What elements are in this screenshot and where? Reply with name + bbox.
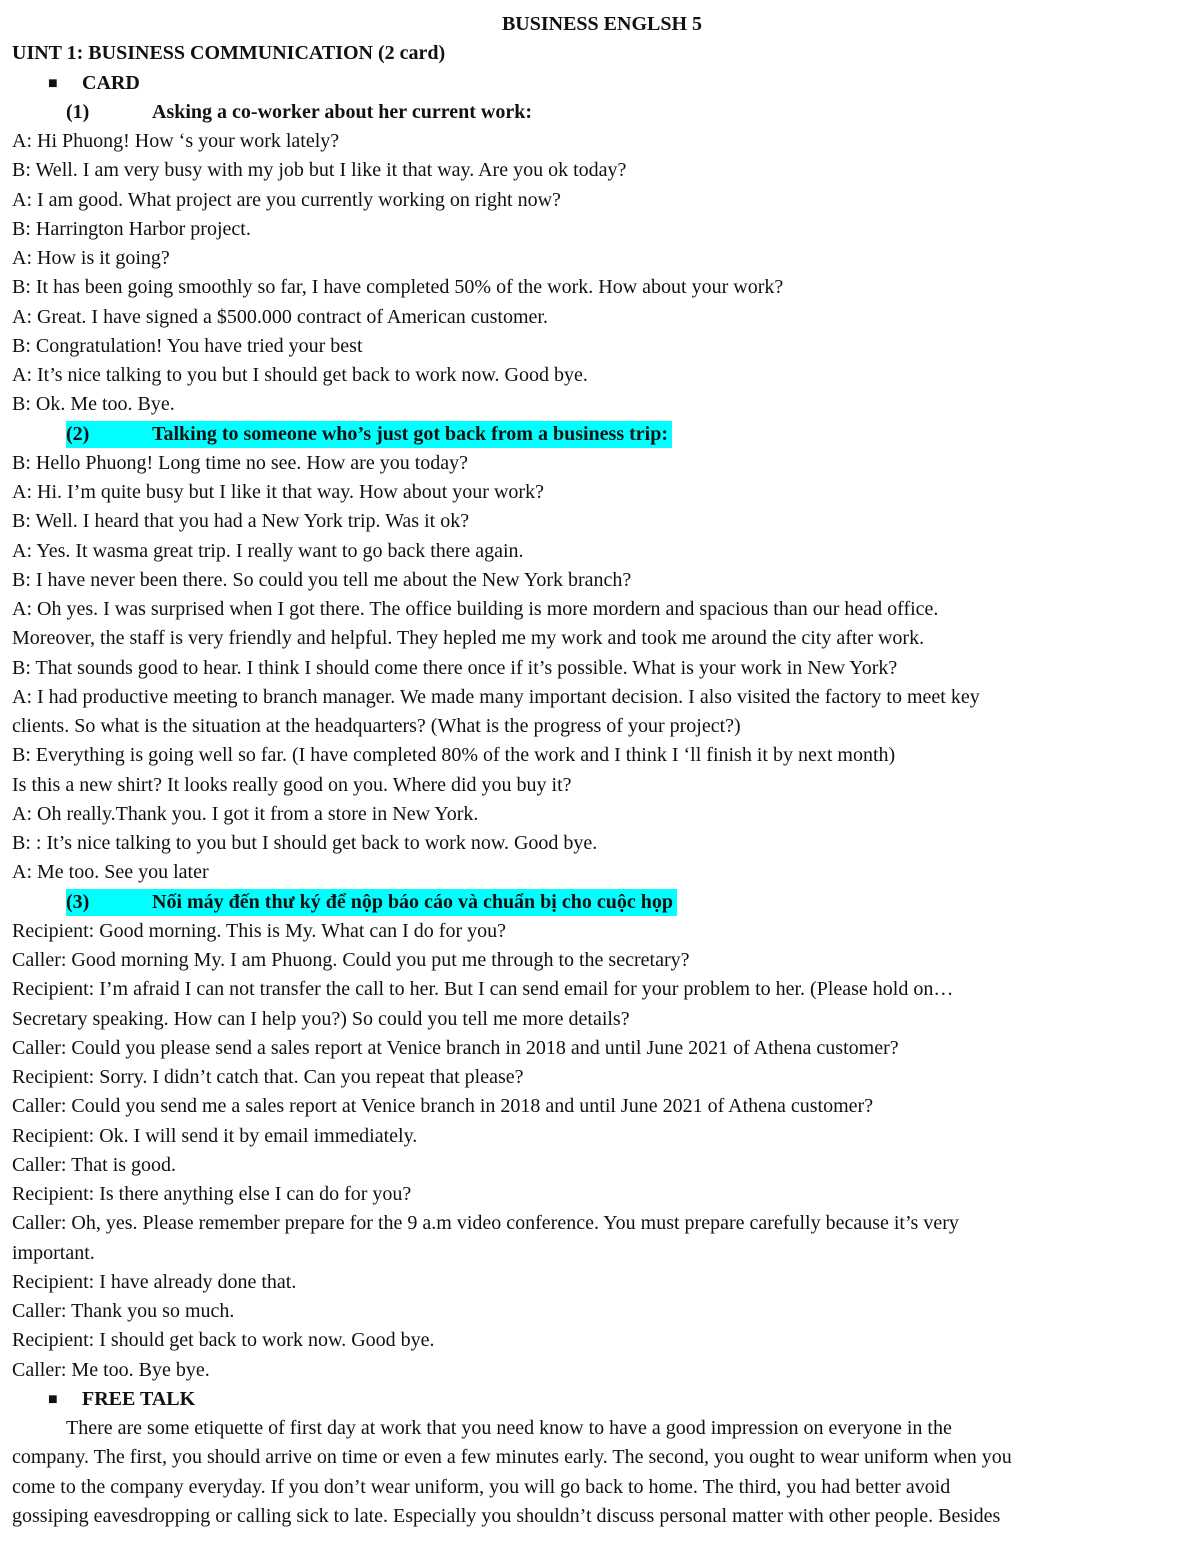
unit-heading: UINT 1: BUSINESS COMMUNICATION (2 card) — [12, 42, 446, 65]
card-number: (2) — [66, 422, 90, 445]
free-talk-paragraph — [12, 1414, 1192, 1531]
dialogue-line: B: That sounds good to hear. I think I should come there once if it’s possible. What is your work in New York? — [12, 656, 898, 679]
dialogue-line: A: Oh yes. I was surprised when I got there. The office building is more mordern and spacious than our head office. — [12, 598, 939, 620]
dialogue-line: Is this a new shirt? It looks really good on you. Where did you buy it? — [12, 773, 572, 796]
card-number: (1) — [66, 100, 90, 123]
dialogue-line: B: Well. I am very busy with my job but I like it that way. Are you ok today? — [12, 159, 627, 182]
dialogue-line: Caller: That is good. — [12, 1153, 177, 1176]
dialogue-line: Recipient: I should get back to work now. Good bye. — [12, 1329, 435, 1352]
dialogue-line: Recipient: Sorry. I didn’t catch that. Can you repeat that please? — [12, 1066, 524, 1088]
document-page — [12, 10, 1192, 1531]
dialogue-line: A: I am good. What project are you currently working on right now? — [12, 188, 561, 211]
highlighted-heading — [66, 889, 677, 916]
card-heading — [12, 98, 1192, 127]
card-number: (3) — [66, 890, 90, 913]
paragraph-line: gossiping eavesdropping or calling sick to late. Especially you shouldn’t discuss personal matter with other people. Besides — [12, 1504, 1001, 1527]
card-section-label: CARD — [82, 71, 140, 94]
paragraph-line: company. The first, you should arrive on time or even a few minutes early. The second, you ought to wear uniform when you — [12, 1446, 1012, 1469]
dialogue-line: B: : It’s nice talking to you but I should get back to work now. Good bye. — [12, 832, 598, 854]
dialogue-line: Caller: Oh, yes. Please remember prepare for the 9 a.m video conference. You must prepare carefully because it’s very — [12, 1212, 959, 1235]
dialogue-line: B: Well. I heard that you had a New York trip. Was it ok? — [12, 510, 470, 533]
dialogue-line: B: Congratulation! You have tried your best — [12, 334, 363, 357]
dialogue-line: A: It’s nice talking to you but I should get back to work now. Good bye. — [12, 364, 588, 386]
dialogue-line: B: It has been going smoothly so far, I have completed 50% of the work. How about your work? — [12, 276, 784, 299]
dialogue-line: Recipient: I have already done that. — [12, 1270, 297, 1293]
dialogue-line: A: Hi Phuong! How ‘s your work lately? — [12, 130, 340, 152]
card-section-heading — [12, 69, 1192, 98]
paragraph-line: There are some etiquette of first day at work that you need know to have a good impression on everyone in the — [66, 1417, 952, 1439]
dialogue-line: A: Great. I have signed a $500.000 contract of American customer. — [12, 305, 548, 328]
dialogue-line: A: Yes. It wasma great trip. I really want to go back there again. — [12, 539, 524, 562]
dialogue-line: Caller: Could you please send a sales report at Venice branch in 2018 and until June 2021 of Athena customer? — [12, 1036, 899, 1059]
dialogue-line: B: Everything is going well so far. (I have completed 80% of the work and I think I ‘ll finish it by next month) — [12, 744, 896, 767]
paragraph-line: come to the company everyday. If you don’t wear uniform, you will go back to home. The third, you had better avoid — [12, 1475, 951, 1498]
dialogue-line: B: Hello Phuong! Long time no see. How are you today? — [12, 451, 469, 474]
card-heading — [12, 420, 1192, 449]
dialogue-line: A: Me too. See you later — [12, 861, 209, 884]
dialogue-line: Recipient: Ok. I will send it by email immediately. — [12, 1124, 418, 1147]
dialogue-line: A: How is it going? — [12, 247, 170, 269]
heading-text — [66, 101, 532, 123]
dialogue-line: Caller: Could you send me a sales report at Venice branch in 2018 and until June 2021 of Athena customer? — [12, 1095, 874, 1118]
dialogue-line: clients. So what is the situation at the headquarters? (What is the progress of your project?) — [12, 715, 741, 737]
dialogue-line: Recipient: I’m afraid I can not transfer the call to her. But I can send email for your problem to her. (Please hold on… — [12, 978, 954, 1001]
cards-container — [12, 98, 1192, 1385]
card-heading-text: Asking a co-worker about her current work: — [152, 100, 532, 123]
dialogue-line: Secretary speaking. How can I help you?) So could you tell me more details? — [12, 1007, 630, 1030]
bullet-icon: ■ — [48, 1390, 58, 1408]
dialogue-line: B: Harrington Harbor project. — [12, 217, 251, 240]
card-heading — [12, 888, 1192, 917]
dialogue-line: Caller: Good morning My. I am Phuong. Could you put me through to the secretary? — [12, 949, 690, 971]
highlighted-heading — [66, 421, 672, 448]
dialogue-line: A: Oh really.Thank you. I got it from a store in New York. — [12, 802, 479, 825]
dialogue-line: Recipient: Good morning. This is My. What can I do for you? — [12, 919, 506, 942]
dialogue-line: Caller: Me too. Bye bye. — [12, 1358, 210, 1381]
dialogue-line: B: Ok. Me too. Bye. — [12, 393, 175, 416]
card-heading-text: Nối máy đến thư ký để nộp báo cáo và chuẩn bị cho cuộc họp — [152, 890, 673, 913]
dialogue-line: Recipient: Is there anything else I can do for you? — [12, 1183, 412, 1205]
dialogue-line: Moreover, the staff is very friendly and helpful. They hepled me my work and took me around the city after work. — [12, 627, 925, 650]
dialogue-line: B: I have never been there. So could you tell me about the New York branch? — [12, 568, 632, 591]
bullet-icon: ■ — [48, 74, 58, 92]
document-title: BUSINESS ENGLSH 5 — [501, 13, 703, 35]
card-heading-text: Talking to someone who’s just got back from a business trip: — [152, 422, 668, 445]
dialogue-line: important. — [12, 1241, 95, 1264]
free-talk-label: FREE TALK — [82, 1387, 196, 1410]
dialogue-line: Caller: Thank you so much. — [12, 1300, 235, 1322]
dialogue-line: A: I had productive meeting to branch manager. We made many important decision. I also visited the factory to meet key — [12, 685, 980, 708]
dialogue-line: A: Hi. I’m quite busy but I like it that way. How about your work? — [12, 481, 544, 503]
free-talk-heading — [12, 1385, 1192, 1414]
